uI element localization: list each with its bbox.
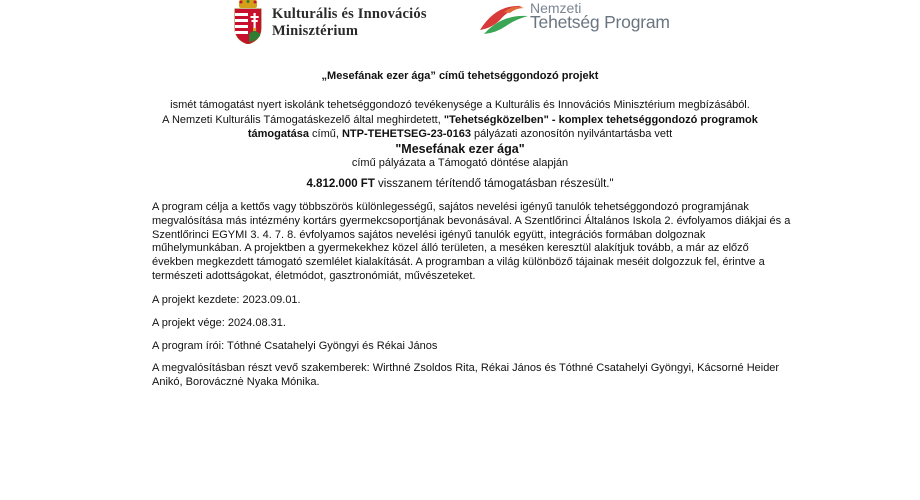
ntp-swoosh-logo-icon bbox=[478, 0, 536, 36]
intro-block bbox=[120, 98, 800, 171]
grant-amount: 4.812.000 FT bbox=[306, 178, 375, 190]
ministry-logo bbox=[232, 0, 427, 46]
project-name: "Mesefának ezer ága" bbox=[395, 141, 525, 156]
intro-line-2 bbox=[120, 113, 800, 128]
ministry-name bbox=[272, 6, 427, 40]
ntp-name-line1: Nemzeti bbox=[530, 0, 582, 16]
hungarian-coat-of-arms-icon bbox=[232, 0, 264, 44]
project-start-date: A projekt kezdete: 2023.09.01. bbox=[152, 294, 301, 306]
program-name: "Tehetségközelben" - komplex tehetséggondozó programok bbox=[443, 113, 758, 126]
intro-line-3-text: című, bbox=[308, 128, 342, 140]
intro-line-2-text: A Nemzeti Kulturális Támogatáskezelő által meghirdetett, bbox=[162, 113, 444, 126]
page-title: „Mesefának ezer ága” című tehetséggondozó projekt bbox=[321, 70, 599, 82]
program-name-cont: támogatása bbox=[247, 128, 309, 140]
grant-amount-line bbox=[120, 178, 800, 190]
project-end-date: A projekt vége: 2024.08.31. bbox=[152, 317, 286, 329]
ministry-name-line2: Minisztérium bbox=[272, 23, 359, 39]
header-logos bbox=[0, 0, 920, 48]
intro-line-3 bbox=[120, 127, 800, 142]
decision-line: című pályázata a Támogató döntése alapján bbox=[351, 157, 569, 169]
ministry-name-line1: Kulturális és Innovációs bbox=[272, 6, 427, 22]
grant-amount-suffix: visszanem térítendő támogatásban részesült." bbox=[374, 178, 614, 190]
program-authors: A program írói: Tóthné Csatahelyi Gyöngyi és Rékai János bbox=[152, 340, 438, 352]
program-description: A program célja a kettős vagy többszörös különlegességű, sajátos nevelési igényű tanulók tehetséggondozó programjának megvalósítása más intézmény kortárs gyermekcsoportjának bevonásával. A Szentlőrinci Általános Iskola 2. évfolyamos diákjai és a Szentlőrinci EGYMI 3. 4. 7. 8. évfolyamos sajátos nevelési igényű tanulók együtt, integrációs formában dolgoznak műhelymunkában. A projektben a gyermekekhez közel álló területen, a meséken keresztül alakítjuk tovább, a már az előző években megkezdett támogató szemlélet kialakítását. A programban a világ különböző tájainak meséit dolgozzuk fel, érintve a természeti adottságokat, életmódot, gasztronómiát, művészeteket. bbox=[152, 201, 791, 282]
application-id: NTP-TEHETSEG-23-0163 bbox=[341, 128, 471, 140]
intro-line-3-suffix: pályázati azonosítón nyilvántartásba vett bbox=[470, 128, 673, 140]
program-experts: A megvalósításban részt vevő szakemberek: Wirthné Zsoldos Rita, Rékai János és Tóthné Csatahelyi Gyöngyi, Kácsorné Heider Anikó, Borovácznė Nyaka Mónika. bbox=[152, 362, 780, 388]
intro-line-1: ismét támogatást nyert iskolánk tehetséggondozó tevékenysége a Kulturális és Innovációs Minisztérium megbízásából. bbox=[170, 99, 750, 111]
ntp-name-line2: Tehetség Program bbox=[530, 12, 670, 32]
ntp-logo bbox=[478, 0, 678, 46]
